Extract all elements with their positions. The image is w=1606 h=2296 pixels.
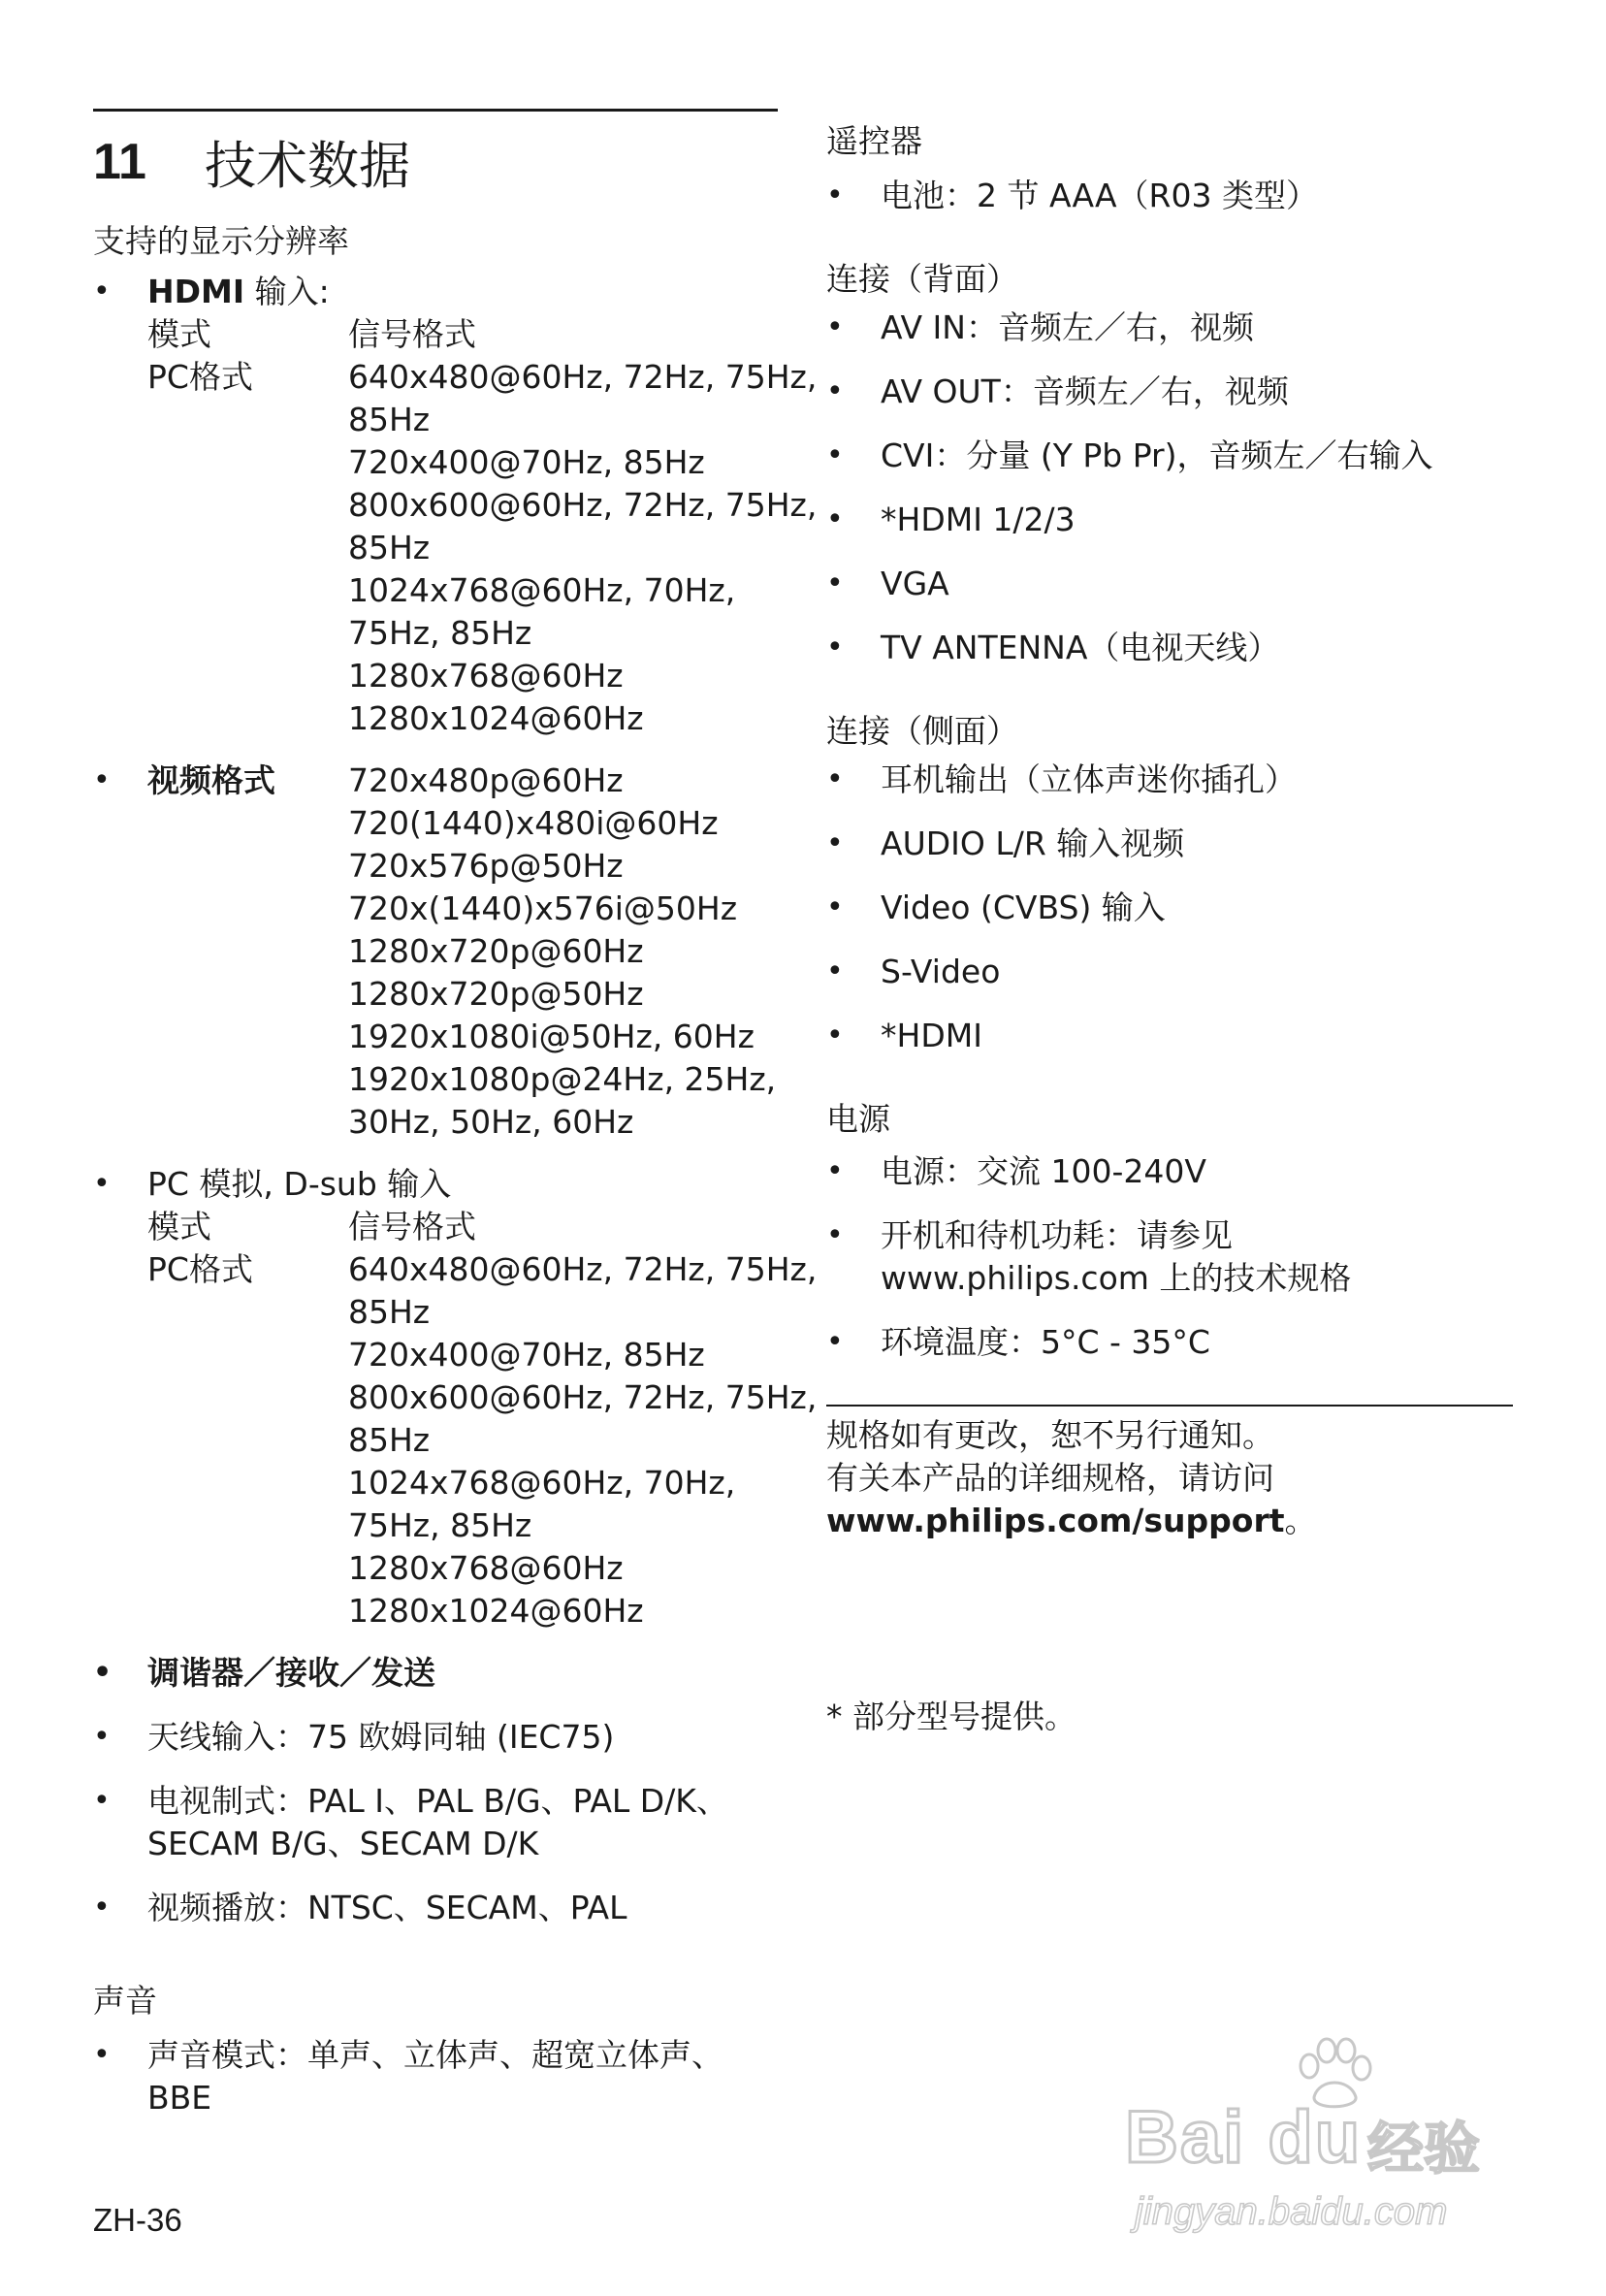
pc-analog-label: • PC 模拟, D-sub 输入 xyxy=(147,1165,452,1203)
hdmi-item xyxy=(93,271,818,740)
signal-header: 信号格式 xyxy=(348,315,476,353)
vga-item: • VGA xyxy=(826,563,1513,605)
tv-system-item: • 电视制式：PAL I、PAL B/G、PAL D/K、SECAM B/G、SECAM D/K xyxy=(93,1780,778,1865)
notice-line-2: 有关本产品的详细规格，请访问 xyxy=(826,1459,1274,1497)
power-consumption-item: • 开机和待机功耗：请参见 www.philips.com 上的技术规格 xyxy=(826,1214,1513,1300)
pc-format-label: PC格式 xyxy=(147,1250,253,1288)
watermark-cn: 经验 xyxy=(1367,2116,1481,2182)
watermark-brand: Bai du xyxy=(1125,2096,1363,2179)
video-format-label: • 视频格式 xyxy=(147,761,275,799)
power-heading: 电源 xyxy=(826,1100,890,1138)
audio-lr-item: • AUDIO L/R 输入视频 xyxy=(826,823,1513,865)
spec-notice xyxy=(826,1414,1513,1542)
chapter-rule xyxy=(93,109,778,112)
pc-analog-format-table xyxy=(147,1206,818,1633)
video-cvbs-item: • Video (CVBS) 输入 xyxy=(826,887,1513,929)
tv-antenna-item: • TV ANTENNA（电视天线） xyxy=(826,627,1513,669)
sound-heading: 声音 xyxy=(93,1982,157,2020)
chapter-number: 11 xyxy=(93,134,146,190)
mode-header: 模式 xyxy=(147,1208,211,1245)
hdmi-label: • HDMI 输入: xyxy=(147,273,330,310)
resolutions-heading: 支持的显示分辨率 xyxy=(93,222,349,260)
side-heading: 连接（侧面） xyxy=(826,712,1018,750)
headphone-item: • 耳机输出（立体声迷你插孔） xyxy=(826,759,1513,801)
hdmi-ports-item: • *HDMI 1/2/3 xyxy=(826,499,1513,541)
pc-analog-item xyxy=(93,1163,818,1633)
notice-url-line: www.philips.com/support。 xyxy=(826,1502,1317,1539)
support-link[interactable]: www.philips.com/support xyxy=(826,1502,1285,1539)
av-in-item: • AV IN：音频左／右，视频 xyxy=(826,307,1513,349)
sound-mode-item: • 声音模式：单声、立体声、超宽立体声、BBE xyxy=(93,2034,778,2119)
side-list xyxy=(826,759,1513,1057)
chapter-heading xyxy=(93,123,778,201)
resolutions-list xyxy=(93,271,818,1929)
antenna-input-item: • 天线输入：75 欧姆同轴 (IEC75) xyxy=(93,1716,778,1759)
rear-list xyxy=(826,307,1513,669)
cvi-item: • CVI：分量 (Y Pb Pr)，音频左／右输入 xyxy=(826,435,1513,477)
video-format-values: 720x480p@60Hz 720(1440)x480i@60Hz 720x576p@50Hz 720x(1440)x576i@50Hz 1280x720p@60Hz 1280x720p@50Hz 1920x1080i@50Hz, 60Hz 1920x1080p@24Hz, 25Hz, 30Hz, 50Hz, 60Hz xyxy=(348,761,777,1141)
sound-list xyxy=(93,2034,778,2119)
remote-heading: 遥控器 xyxy=(826,122,922,160)
notice-line-1: 规格如有更改，恕不另行通知。 xyxy=(826,1416,1274,1454)
pc-format-values: 640x480@60Hz, 72Hz, 75Hz, 85Hz 720x400@70Hz, 85Hz 800x600@60Hz, 72Hz, 75Hz, 85Hz 1024x768@60Hz, 70Hz, 75Hz, 85Hz 1280x768@60Hz 1280x1024@60Hz xyxy=(348,1250,818,1630)
left-column xyxy=(93,0,818,2119)
rear-heading: 连接（背面） xyxy=(826,260,1018,298)
tuner-item: • 调谐器／接收／发送 xyxy=(93,1652,778,1695)
battery-item: • 电池：2 节 AAA（R03 类型） xyxy=(826,175,1513,217)
power-list xyxy=(826,1150,1513,1364)
notice-rule xyxy=(826,1405,1513,1407)
video-format-table xyxy=(147,760,778,1144)
pc-format-values: 640x480@60Hz, 72Hz, 75Hz, 85Hz 720x400@70Hz, 85Hz 800x600@60Hz, 72Hz, 75Hz, 85Hz 1024x768@60Hz, 70Hz, 75Hz, 85Hz 1280x768@60Hz 1280x1024@60Hz xyxy=(348,358,818,737)
baidu-watermark xyxy=(1125,2037,1513,2241)
watermark-url: jingyan.baidu.com xyxy=(1135,2190,1448,2233)
video-format-item xyxy=(93,760,778,1144)
av-out-item: • AV OUT：音频左／右，视频 xyxy=(826,371,1513,413)
ambient-temperature-item: • 环境温度：5°C - 35°C xyxy=(826,1321,1513,1364)
signal-header: 信号格式 xyxy=(348,1208,476,1245)
remote-list xyxy=(826,175,1513,217)
hdmi-side-item: • *HDMI xyxy=(826,1015,1513,1057)
right-column xyxy=(826,0,1513,1738)
pc-format-label: PC格式 xyxy=(147,358,253,396)
power-supply-item: • 电源：交流 100-240V xyxy=(826,1150,1513,1193)
mode-header: 模式 xyxy=(147,315,211,353)
footnote: * 部分型号提供。 xyxy=(826,1698,1076,1735)
hdmi-format-table xyxy=(147,313,818,740)
page-number: ZH-36 xyxy=(93,2202,182,2238)
chapter-title: 技术数据 xyxy=(205,137,410,196)
s-video-item: • S-Video xyxy=(826,951,1513,993)
video-playback-item: • 视频播放：NTSC、SECAM、PAL xyxy=(93,1887,778,1929)
